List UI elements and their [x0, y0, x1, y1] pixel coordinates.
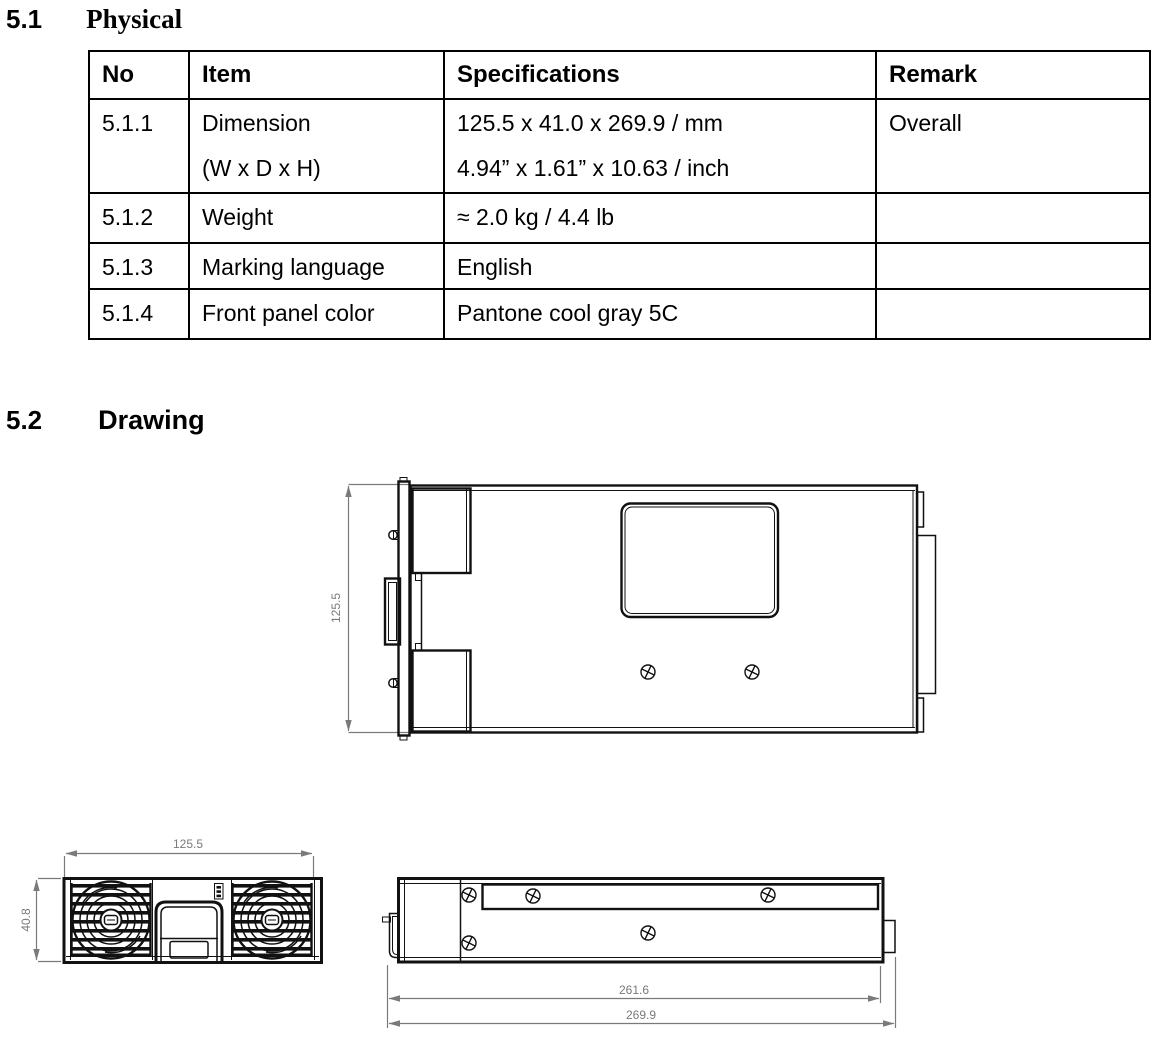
front-view-height-label: 40.8: [19, 908, 33, 932]
screw-head-icon: [641, 665, 655, 679]
screw-head-icon: [761, 888, 775, 902]
side-view-body: [383, 879, 896, 963]
col-header-remark: Remark: [876, 51, 1150, 99]
front-view-handle: [156, 902, 222, 961]
cell-specifications: [444, 99, 876, 193]
cell-item: Front panel color: [189, 289, 444, 339]
front-view-drawing: [8, 826, 338, 976]
screw-head-icon: [745, 665, 759, 679]
table-header-row: [89, 51, 1150, 99]
fan-grille-icon: [72, 882, 151, 959]
table-row-dimension: [89, 99, 1150, 193]
cell-remark: [876, 193, 1150, 243]
section-5-2-heading: [6, 405, 205, 436]
table-row-marking-language: [89, 243, 1150, 289]
section-5-1-number: 5.1: [6, 4, 43, 34]
cell-no: 5.1.2: [89, 193, 189, 243]
cell-remark: [876, 243, 1150, 289]
side-view-inner-length-label: 261.6: [618, 983, 650, 997]
side-view-drawing: [375, 853, 920, 1040]
top-view-drawing: [318, 468, 958, 748]
cell-no: 5.1.1: [89, 99, 189, 193]
cell-remark: [876, 289, 1150, 339]
table-row-weight: [89, 193, 1150, 243]
cell-specifications: ≈ 2.0 kg / 4.4 lb: [444, 193, 876, 243]
section-5-2-title: Drawing: [98, 405, 205, 435]
side-view-overall-length-label: 269.9: [625, 1008, 657, 1022]
cell-item: Weight: [189, 193, 444, 243]
top-view-height-label: 125.5: [329, 592, 343, 624]
physical-spec-table: [88, 50, 1151, 340]
screw-head-icon: [641, 926, 655, 940]
cell-specifications: English: [444, 243, 876, 289]
spec-line: 125.5 x 41.0 x 269.9 / mm: [457, 110, 723, 136]
cell-item: [189, 99, 444, 193]
table-row-front-panel-color: [89, 289, 1150, 339]
cell-item: Marking language: [189, 243, 444, 289]
spec-line: 4.94” x 1.61” x 10.63 / inch: [457, 155, 730, 181]
section-5-1-title: Physical: [86, 4, 183, 34]
cell-remark: Overall: [876, 99, 1150, 193]
section-5-2-number: 5.2: [6, 405, 43, 435]
screw-head-icon: [526, 889, 540, 903]
cell-no: 5.1.4: [89, 289, 189, 339]
screw-head-icon: [462, 888, 476, 902]
fan-grille-icon: [233, 882, 312, 959]
front-view-led-indicators: [215, 884, 224, 900]
top-view-body: [385, 478, 936, 741]
section-5-1-heading: [6, 4, 182, 35]
screw-head-icon: [462, 936, 476, 950]
front-view-width-label: 125.5: [172, 837, 204, 851]
cell-specifications: Pantone cool gray 5C: [444, 289, 876, 339]
col-header-no: No: [89, 51, 189, 99]
col-header-specifications: Specifications: [444, 51, 876, 99]
cell-no: 5.1.3: [89, 243, 189, 289]
item-line: (W x D x H): [202, 155, 321, 181]
item-line: Dimension: [202, 110, 311, 136]
col-header-item: Item: [189, 51, 444, 99]
